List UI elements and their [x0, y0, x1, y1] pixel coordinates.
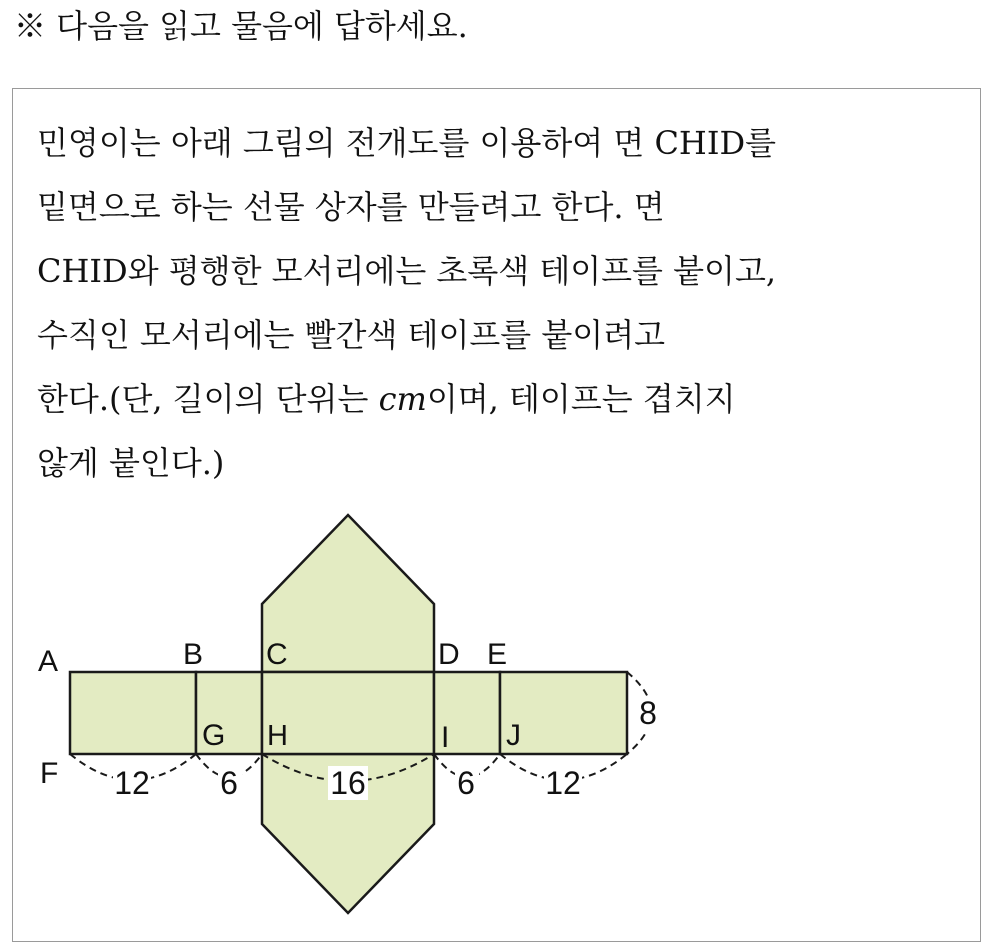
- vertex-label-g: G: [202, 719, 226, 752]
- passage-line-5-start: 한다.(단, 길이의 단위는: [37, 380, 379, 418]
- vertex-label-a: A: [38, 645, 59, 678]
- vertex-label-d: D: [438, 638, 460, 671]
- dim-label-12-right: 12: [545, 765, 581, 801]
- vertex-label-f: F: [40, 757, 59, 790]
- vertex-label-i: I: [441, 721, 450, 754]
- passage-line-5-end: 이며, 테이프는 겹치지: [426, 380, 736, 418]
- vertex-label-h: H: [267, 720, 288, 752]
- dim-label-6-right: 6: [457, 765, 475, 801]
- face-top-lid: [262, 515, 434, 672]
- dim-label-6-left: 6: [220, 765, 238, 801]
- passage-line-1: 민영이는 아래 그림의 전개도를 이용하여 면 CHID를: [37, 124, 777, 162]
- passage-line-2: 밑면으로 하는 선물 상자를 만들려고 한다. 면: [37, 188, 665, 226]
- vertex-label-e: E: [487, 638, 508, 671]
- dim-label-8: 8: [639, 695, 657, 731]
- dim-label-16: 16: [330, 765, 366, 801]
- passage-line-3: CHID와 평행한 모서리에는 초록색 테이프를 붙이고,: [37, 252, 777, 290]
- instruction-header: ※ 다음을 읽고 물음에 답하세요.: [14, 7, 468, 45]
- vertex-label-b: B: [183, 638, 204, 671]
- face-abgf: [70, 672, 196, 754]
- passage-line-6: 않게 붙인다.): [37, 444, 225, 482]
- unit-cm: cm: [378, 380, 427, 418]
- vertex-label-c: C: [266, 638, 288, 671]
- net-faces: [70, 515, 627, 913]
- vertex-label-j: J: [506, 719, 521, 752]
- passage-line-4: 수직인 모서리에는 빨간색 테이프를 붙이려고: [37, 316, 666, 354]
- dim-label-12-left: 12: [114, 765, 150, 801]
